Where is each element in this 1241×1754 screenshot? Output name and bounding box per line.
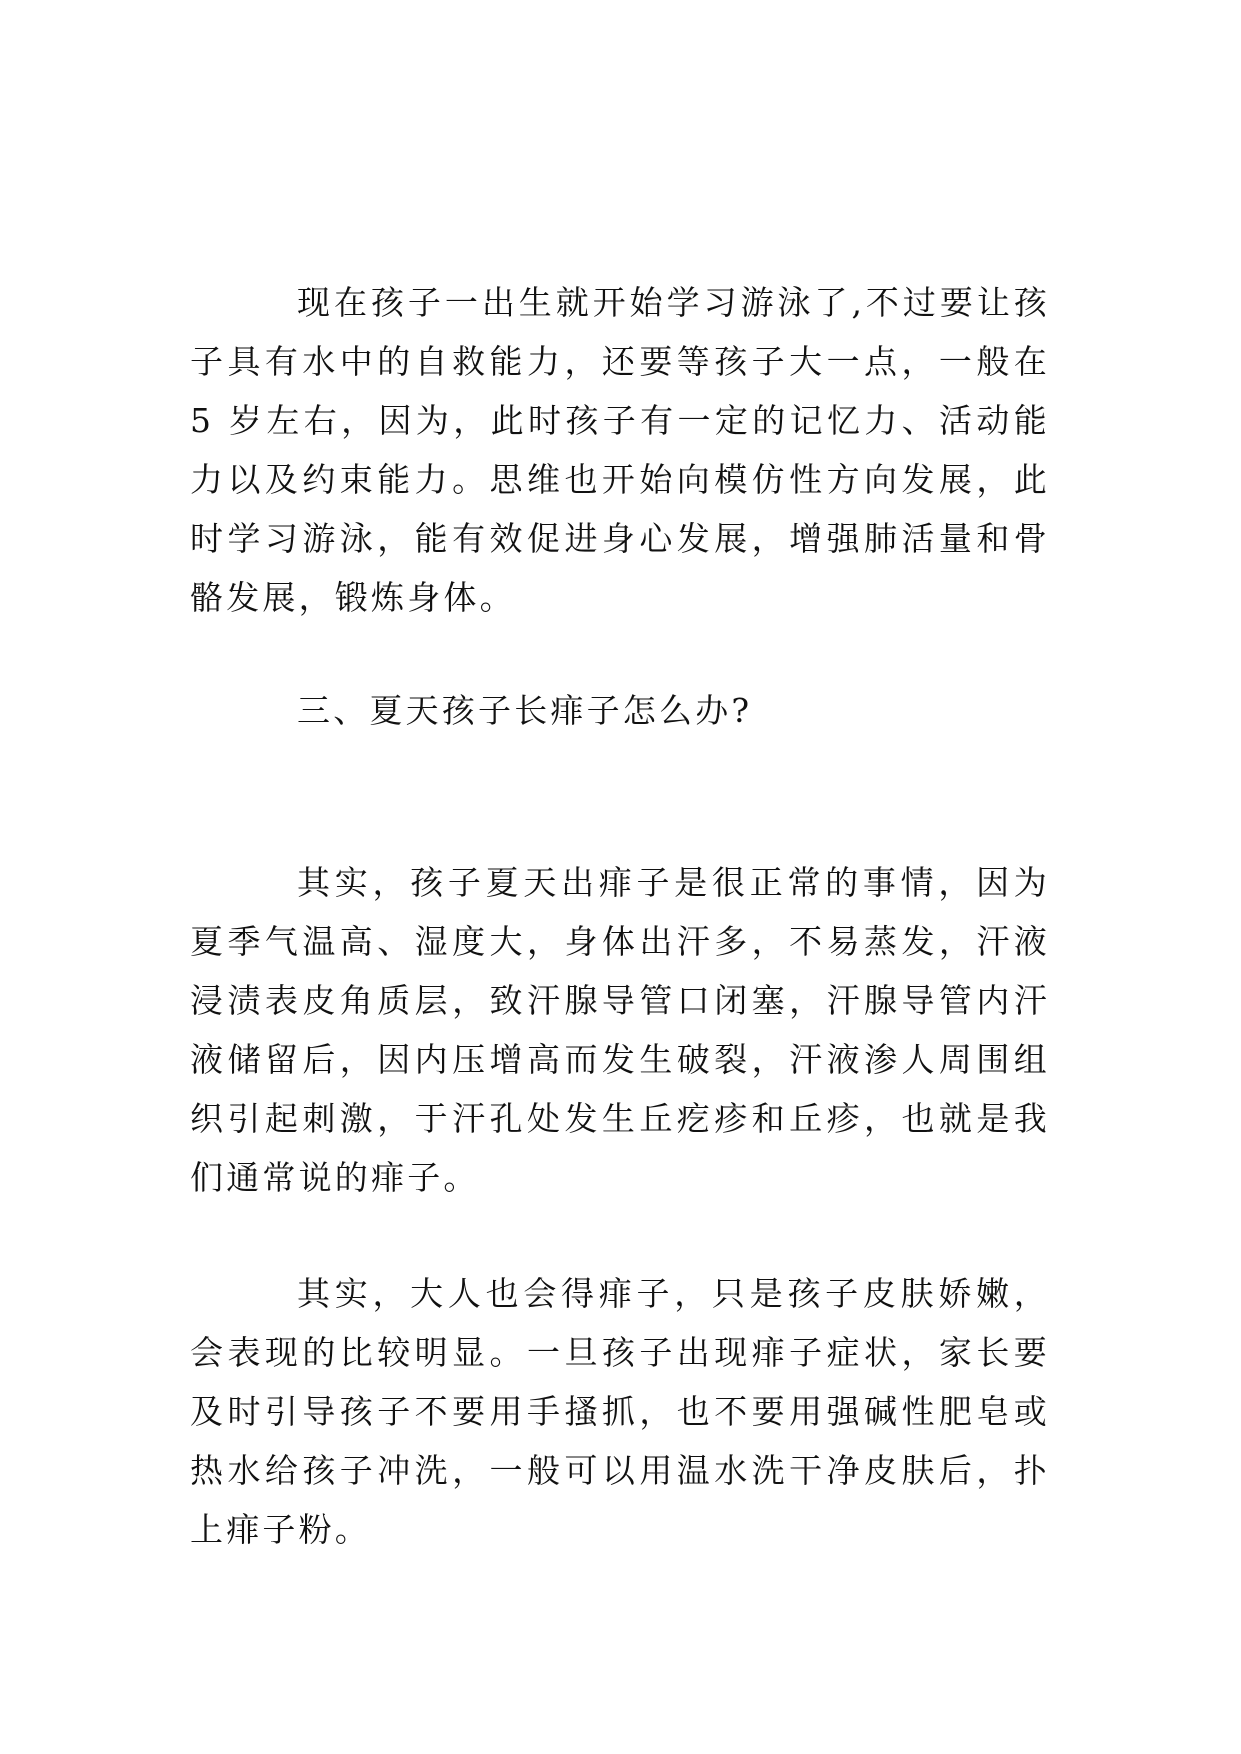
- paragraph-swimming-age: 现在孩子一出生就开始学习游泳了,不过要让孩子具有水中的自救能力，还要等孩子大一点，一般在 5 岁左右，因为，此时孩子有一定的记忆力、活动能力以及约束能力。思维也开始向模仿性方向发展，此时学习游泳，能有效促进身心发展，增强肺活量和骨骼发展，锻炼身体。: [190, 283, 1050, 617]
- section-heading: 三、夏天孩子长痱子怎么办?: [297, 691, 753, 730]
- paragraph-prickly-heat-cause: 其实，孩子夏天出痱子是很正常的事情，因为夏季气温高、湿度大，身体出汗多，不易蒸发，汗液浸渍表皮角质层，致汗腺导管口闭塞，汗腺导管内汗液储留后，因内压增高而发生破裂，汗液渗人周围组织引起刺激，于汗孔处发生丘疙疹和丘疹，也就是我们通常说的痱子。: [190, 863, 1050, 1197]
- paragraph-prickly-heat-care: 其实，大人也会得痱子，只是孩子皮肤娇嫩，会表现的比较明显。一旦孩子出现痱子症状，家长要及时引导孩子不要用手搔抓，也不要用强碱性肥皂或热水给孩子冲洗，一般可以用温水洗干净皮肤后，扑上痱子粉。: [190, 1274, 1050, 1549]
